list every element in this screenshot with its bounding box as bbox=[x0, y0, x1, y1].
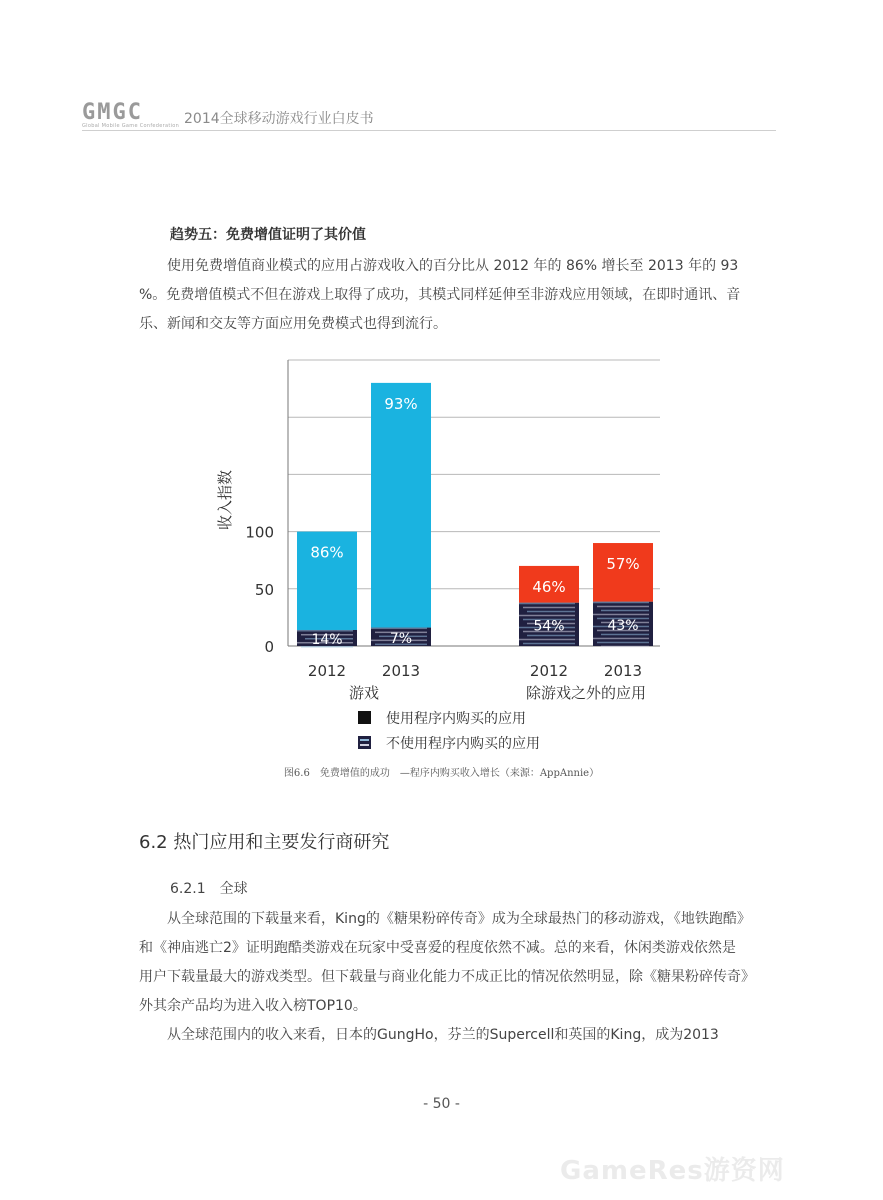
bar-texture-stripe bbox=[597, 642, 649, 644]
legend-label: 使用程序内购买的应用 bbox=[386, 711, 526, 727]
page-header bbox=[0, 0, 883, 140]
subsection-title: 6.2.1 全球 bbox=[170, 881, 248, 897]
bar-texture-stripe bbox=[371, 628, 427, 630]
logo-subtitle: Global Mobile Game Confederation bbox=[82, 123, 180, 129]
bar-label-iap: 57% bbox=[606, 555, 640, 574]
bar-label-iap: 46% bbox=[532, 577, 566, 596]
page-number: - 50 - bbox=[423, 1096, 460, 1112]
bar-texture-stripe bbox=[527, 635, 575, 637]
logo-wordmark: GMGC bbox=[82, 100, 143, 125]
legend-swatch-texture bbox=[360, 739, 369, 741]
bar-texture-stripe bbox=[519, 603, 575, 605]
header-title: 2014全球移动游戏行业白皮书 bbox=[184, 111, 374, 127]
y-tick-label: 100 bbox=[245, 523, 274, 542]
x-tick-label: 2013 bbox=[381, 662, 421, 680]
freemium-chart bbox=[200, 350, 680, 760]
trend-heading: 趋势五：免费增值证明了其价值 bbox=[170, 227, 366, 243]
trend-paragraph: 使用免费增值商业模式的应用占游戏收入的百分比从 2012 年的 86% 增长至 2013 年的 93 %。免费增值模式不但在游戏上取得了成功，其模式同样延伸至非游戏应用领域，在即时通讯、音乐、新闻和交友等方面应用免费模式也得到流行。 bbox=[139, 258, 741, 332]
body-paragraph-1: 从全球范围的下载量来看，King的《糖果粉碎传奇》成为全球最热门的移动游戏，《地铁跑酷》和《神庙逃亡2》证明跑酷类游戏在玩家中受喜爱的程度依然不减。总的来看，休闲类游戏依然是用户下载量最大的游戏类型。但下载量与商业化能力不成正比的情况依然明显，除《糖果粉碎传奇》外其余产品均为进入收入榜TOP10。 bbox=[139, 911, 748, 1014]
x-tick-label: 2012 bbox=[307, 662, 347, 680]
bar-label-non-iap: 54% bbox=[533, 618, 565, 635]
bar-texture-stripe bbox=[601, 634, 649, 636]
bar-texture-stripe bbox=[519, 615, 575, 617]
legend-label: 不使用程序内购买的应用 bbox=[386, 736, 540, 752]
bar-label-non-iap: 14% bbox=[311, 631, 343, 648]
bar-texture-stripe bbox=[523, 607, 575, 609]
body-paragraph-2: 从全球范围内的收入来看，日本的GungHo，芬兰的Supercell和英国的King，成为2013 bbox=[167, 1027, 719, 1043]
bar-texture-stripe bbox=[523, 643, 575, 645]
bar-texture-stripe bbox=[601, 610, 649, 612]
bar-texture-stripe bbox=[527, 611, 575, 613]
y-tick-label: 50 bbox=[254, 580, 274, 599]
figure-caption: 图6.6 免费增值的成功 —程序内购买收入增长（来源：AppAnnie） bbox=[283, 768, 600, 779]
legend-swatch-non-iap bbox=[358, 736, 371, 749]
header-divider bbox=[82, 130, 776, 131]
section-title: 6.2 热门应用和主要发行商研究 bbox=[139, 832, 390, 853]
bar-texture-stripe bbox=[601, 646, 649, 648]
y-axis-label: 收入指数 bbox=[216, 469, 234, 531]
x-tick-label: 2012 bbox=[529, 662, 569, 680]
bar-label-non-iap: 43% bbox=[607, 617, 639, 634]
bar-texture-stripe bbox=[597, 606, 649, 608]
gmgc-logo bbox=[82, 100, 180, 129]
chart-svg bbox=[200, 350, 680, 760]
bar-label-iap: 86% bbox=[310, 543, 344, 562]
bar-texture-stripe bbox=[593, 638, 649, 640]
y-tick-label: 0 bbox=[264, 638, 274, 656]
group-label: 除游戏之外的应用 bbox=[525, 684, 647, 702]
bar-texture-stripe bbox=[593, 602, 649, 604]
bar-label-iap: 93% bbox=[384, 394, 418, 413]
bar-segment-iap bbox=[371, 383, 431, 628]
legend-swatch-iap bbox=[358, 711, 371, 724]
watermark: GameRes游资网 bbox=[560, 1156, 785, 1186]
bar-texture-stripe bbox=[519, 639, 575, 641]
x-tick-label: 2013 bbox=[603, 662, 643, 680]
group-label: 游戏 bbox=[348, 684, 380, 702]
legend-swatch-texture bbox=[360, 744, 369, 746]
bar-texture-stripe bbox=[593, 614, 649, 616]
bar-label-non-iap: 7% bbox=[389, 630, 413, 647]
